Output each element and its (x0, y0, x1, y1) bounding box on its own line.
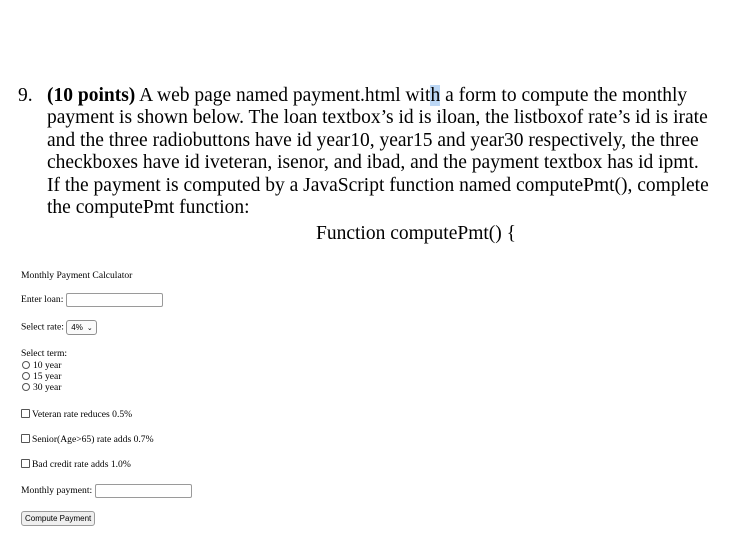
question-line-1-text-a: A web page named payment.html wit (135, 85, 431, 106)
form-title: Monthly Payment Calculator (21, 270, 133, 281)
compute-row (21, 511, 95, 526)
term-label: Select term: (21, 348, 68, 359)
question-number: 9. (18, 85, 33, 106)
text-cursor-highlight: h (430, 85, 441, 106)
checkbox-label: Senior(Age>65) rate adds 0.7% (32, 434, 154, 445)
loan-input[interactable] (66, 293, 163, 307)
rate-select[interactable] (66, 320, 96, 335)
veteran-checkbox-row[interactable] (21, 409, 132, 420)
term-option-10[interactable] (22, 360, 62, 371)
term-option-15[interactable] (22, 371, 62, 382)
question-body (47, 85, 732, 219)
checkbox-icon[interactable] (21, 434, 30, 443)
question-points: (10 points) (47, 85, 136, 106)
question-line-2: payment is shown below. The loan textbox’s id is iloan, the listboxof rate’s id is irate (47, 107, 708, 129)
question-line-1 (47, 85, 732, 107)
checkbox-icon[interactable] (21, 409, 30, 418)
radio-button-icon[interactable] (22, 383, 30, 391)
question-line-6: the computePmt function: (47, 197, 250, 219)
checkbox-label: Veteran rate reduces 0.5% (32, 409, 133, 420)
payment-label: Monthly payment: (21, 485, 93, 497)
senior-checkbox-row[interactable] (21, 434, 154, 445)
checkbox-label: Bad credit rate adds 1.0% (32, 459, 131, 470)
radio-button-icon[interactable] (22, 372, 30, 380)
term-option-30[interactable] (22, 382, 62, 393)
payment-input[interactable] (95, 484, 192, 498)
bad-credit-checkbox-row[interactable] (21, 459, 131, 470)
term-option-label: 10 year (33, 360, 62, 371)
checkbox-icon[interactable] (21, 459, 30, 468)
term-option-label: 15 year (33, 371, 62, 382)
radio-button-icon[interactable] (22, 361, 30, 369)
rate-label: Select rate: (21, 321, 64, 333)
rate-row (21, 320, 97, 335)
loan-label: Enter loan: (21, 294, 64, 306)
compute-payment-button[interactable]: Compute Payment (21, 511, 95, 526)
question-line-3: and the three radiobuttons have id year10, year15 and year30 respectively, the three (47, 129, 699, 151)
term-option-label: 30 year (33, 382, 62, 393)
function-signature: Function computePmt() { (316, 223, 517, 244)
chevron-down-icon: ⌄ (86, 325, 93, 332)
question-line-5: If the payment is computed by a JavaScript function named computePmt(), complete (47, 174, 709, 196)
payment-row (21, 484, 192, 498)
question-line-4: checkboxes have id iveteran, isenor, and ibad, and the payment textbox has id ipmt. (47, 152, 699, 174)
loan-row (21, 293, 163, 307)
rate-select-value: 4% (71, 323, 83, 332)
question-line-1-text-b: a form to compute the monthly (440, 85, 688, 106)
